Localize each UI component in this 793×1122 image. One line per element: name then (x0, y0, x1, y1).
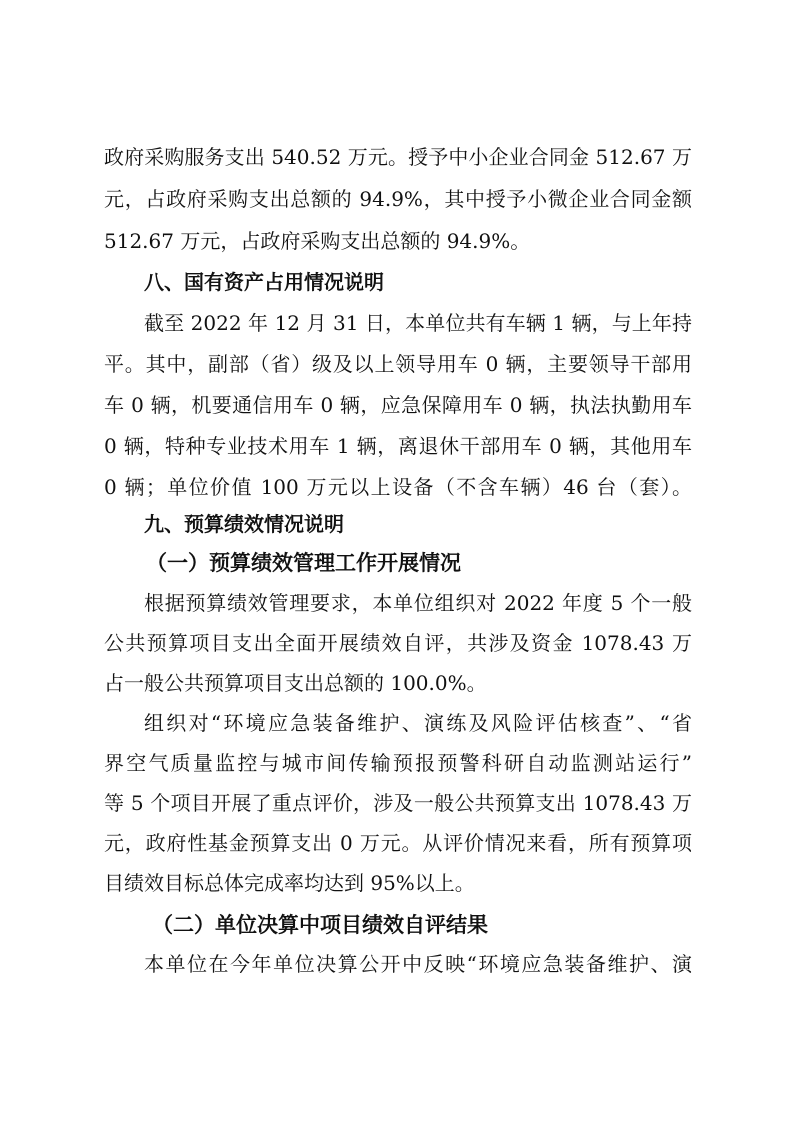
paragraph-line: 目绩效目标总体完成率均达到 95%以上。 (104, 871, 475, 895)
paragraph-line: 本单位在今年单位决算公开中反映“环境应急装备维护、演 (144, 952, 692, 976)
paragraph-line: 0 辆；单位价值 100 万元以上设备（不含车辆）46 台（套）。 (104, 475, 692, 499)
paragraph-line: 根据预算绩效管理要求，本单位组织对 2022 年度 5 个一般 (144, 591, 692, 615)
subsection-heading: （一）预算绩效管理工作开展情况 (146, 551, 461, 575)
paragraph-line: 等 5 个项目开展了重点评价，涉及一般公共预算支出 1078.43 万 (104, 791, 692, 815)
subsection-heading: （二）单位决算中项目绩效自评结果 (152, 913, 488, 937)
paragraph-line: 公共预算项目支出全面开展绩效自评，共涉及资金 1078.43 万 (104, 631, 692, 655)
paragraph-line: 元，占政府采购支出总额的 94.9%，其中授予小微企业合同金额 (104, 187, 692, 211)
paragraph-line: 界空气质量监控与城市间传输预报预警科研自动监测站运行” (104, 751, 692, 775)
section-heading: 九、预算绩效情况说明 (144, 512, 344, 536)
section-heading: 八、国有资产占用情况说明 (144, 270, 384, 294)
paragraph-line: 占一般公共预算项目支出总额的 100.0%。 (104, 671, 487, 695)
paragraph-line: 车 0 辆，机要通信用车 0 辆，应急保障用车 0 辆，执法执勤用车 (104, 393, 692, 417)
paragraph-line: 组织对“环境应急装备维护、演练及风险评估核查”、“省 (144, 711, 692, 735)
paragraph-line: 元，政府性基金预算支出 0 万元。从评价情况来看，所有预算项 (104, 831, 692, 855)
paragraph-line: 平。其中，副部（省）级及以上领导用车 0 辆，主要领导干部用 (104, 352, 692, 376)
paragraph-line: 截至 2022 年 12 月 31 日，本单位共有车辆 1 辆，与上年持 (144, 311, 692, 335)
paragraph-line: 政府采购服务支出 540.52 万元。授予中小企业合同金 512.67 万 (104, 145, 692, 169)
paragraph-line: 0 辆，特种专业技术用车 1 辆，离退休干部用车 0 辆，其他用车 (104, 434, 692, 458)
paragraph-line: 512.67 万元，占政府采购支出总额的 94.9%。 (104, 229, 531, 253)
